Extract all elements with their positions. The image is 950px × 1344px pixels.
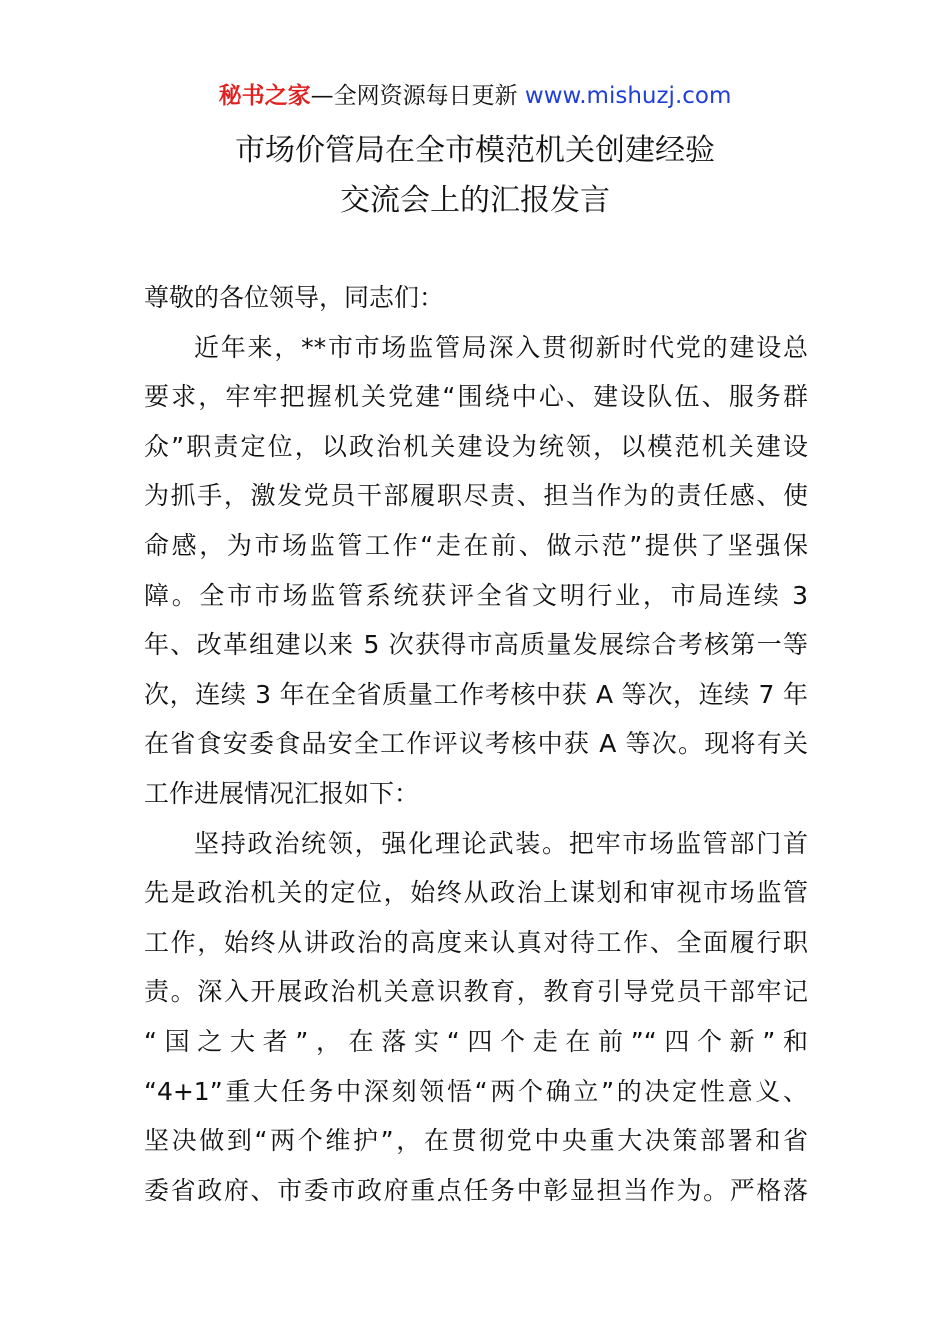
- paragraph-2-line: 工作，始终从讲政治的高度来认真对待工作、全面履行职: [144, 927, 808, 957]
- paragraph-1-line: 次，连续 3 年在全省质量工作考核中获 A 等次，连续 7 年: [144, 679, 808, 709]
- site-header: [0, 80, 950, 112]
- paragraph-2-line: 坚持政治统领，强化理论武装。把牢市场监管部门首: [194, 828, 808, 858]
- paragraph-1-line: 年、改革组建以来 5 次获得市高质量发展综合考核第一等: [144, 630, 808, 660]
- title-line-1: 市场价管局在全市模范机关创建经验: [235, 133, 715, 168]
- paragraph-2-line: 坚决做到“两个维护”，在贯彻党中央重大决策部署和省: [144, 1126, 808, 1156]
- paragraph-1-line: 近年来，**市市场监管局深入贯彻新时代党的建设总: [194, 332, 808, 362]
- brand-name: 秘书之家: [218, 83, 311, 109]
- paragraph-1-line: 命感，为市场监管工作“走在前、做示范”提供了坚强保: [144, 530, 808, 560]
- paragraph-1-line: 障。全市市场监管系统获评全省文明行业，市局连续 3: [144, 580, 808, 610]
- paragraph-1-line: 在省食安委食品安全工作评议考核中获 A 等次。现将有关: [144, 729, 808, 759]
- document-title: [0, 126, 950, 226]
- site-url-link[interactable]: www.mishuzj.com: [524, 83, 732, 109]
- title-line-2: 交流会上的汇报发言: [340, 183, 610, 218]
- paragraph-2-line: 先是政治机关的定位，始终从政治上谋划和审视市场监管: [144, 878, 808, 908]
- paragraph-1-line: 众”职责定位，以政治机关建设为统领，以模范机关建设: [144, 431, 808, 461]
- paragraph-1-line: 为抓手，激发党员干部履职尽责、担当作为的责任感、使: [144, 481, 808, 511]
- paragraph-2-line: 委省政府、市委市政府重点任务中彰显担当作为。严格落: [144, 1175, 808, 1205]
- paragraph-2-line: “国之大者”，在落实“四个走在前”“四个新”和: [144, 1026, 808, 1056]
- paragraph-2-line: “4+1”重大任务中深刻领悟“两个确立”的决定性意义、: [144, 1076, 808, 1106]
- paragraph-2-line: 责。深入开展政治机关意识教育，教育引导党员干部牢记: [144, 977, 808, 1007]
- header-tagline: —全网资源每日更新: [310, 83, 518, 109]
- paragraph-1-line: 要求，牢牢把握机关党建“围绕中心、建设队伍、服务群: [144, 382, 808, 412]
- paragraph-1-line: 工作进展情况汇报如下：: [144, 778, 420, 808]
- document-body: [144, 273, 808, 1215]
- greeting: 尊敬的各位领导，同志们：: [144, 283, 445, 312]
